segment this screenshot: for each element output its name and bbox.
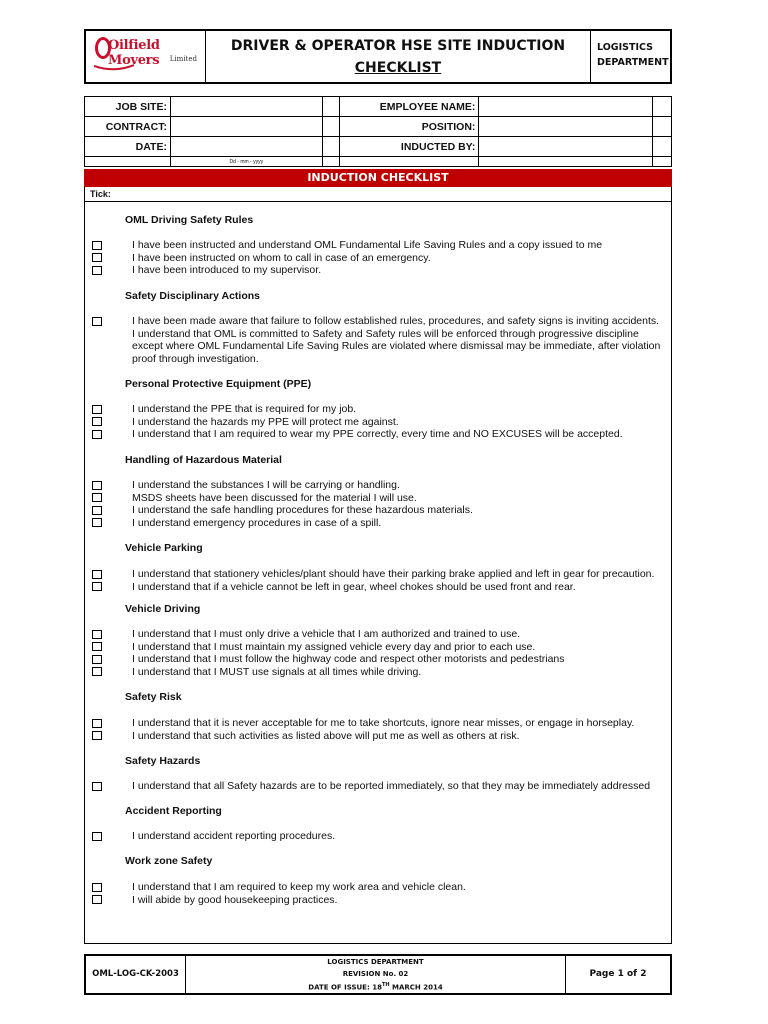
info-row bbox=[85, 137, 672, 157]
spacer-cell bbox=[653, 97, 672, 117]
checklist-item: I understand that I must maintain my assigned vehicle every day and prior to each use. bbox=[132, 640, 536, 653]
checklist-item: I have been made aware that failure to follow established rules, procedures, and safety signs is inviting accidents. I understand that OML is committed to Safety and Safety rules will be enforced through progressive discipline except where OML Fundamental Life Saving Rules are violated where dismissal may be immediate, after violation proof through investigation. bbox=[132, 315, 661, 365]
date-format-hint: Dd - mm - yyyy bbox=[170, 157, 322, 167]
issue-sup: TH bbox=[381, 982, 390, 988]
footer-info bbox=[186, 956, 566, 993]
date-field[interactable] bbox=[170, 137, 322, 157]
logo-swoosh-icon bbox=[94, 63, 134, 73]
checklist-item: I understand that I must follow the highway code and respect other motorists and pedestrians bbox=[132, 653, 565, 665]
checklist-item: I understand that all Safety hazards are to be reported immediately, so that they may be immediately addressed bbox=[132, 780, 651, 792]
checklist-item: I understand that I must only drive a vehicle that I am authorized and trained to use. bbox=[132, 628, 521, 640]
contract-field[interactable] bbox=[170, 117, 322, 137]
checklist-item: I understand the safe handling procedures for these hazardous materials. bbox=[132, 504, 473, 516]
section-heading: Accident Reporting bbox=[125, 805, 222, 817]
logo-text: Oilfield Movers bbox=[108, 38, 160, 68]
contract-label: CONTRACT: bbox=[85, 117, 171, 137]
spacer-cell bbox=[322, 117, 339, 137]
checklist-item: MSDS sheets have been discussed for the material I will use. bbox=[132, 491, 417, 504]
checkbox[interactable] bbox=[92, 506, 102, 515]
employee-name-field[interactable] bbox=[479, 97, 653, 117]
section-heading: Vehicle Driving bbox=[125, 603, 201, 615]
checklist-item: I understand that it is never acceptable for me to take shortcuts, ignore near misses, or engage in horseplay. bbox=[132, 717, 635, 729]
logo-subtext: Limited bbox=[169, 55, 197, 63]
spacer-cell bbox=[322, 157, 339, 167]
section-heading: Vehicle Parking bbox=[125, 542, 203, 554]
title-line-2: CHECKLIST bbox=[354, 60, 442, 76]
section-heading: Handling of Hazardous Material bbox=[125, 454, 282, 466]
checkbox[interactable] bbox=[92, 417, 102, 426]
checkbox[interactable] bbox=[92, 782, 102, 791]
checkbox[interactable] bbox=[92, 253, 102, 262]
checklist-item: I have been instructed on whom to call in case of an emergency. bbox=[132, 251, 431, 264]
company-logo bbox=[86, 31, 206, 82]
spacer-cell bbox=[322, 137, 339, 157]
footer-department: LOGISTICS DEPARTMENT bbox=[327, 958, 424, 966]
footer-revision: REVISION No. 02 bbox=[342, 969, 409, 978]
checkbox[interactable] bbox=[92, 518, 102, 527]
checkbox[interactable] bbox=[92, 731, 102, 740]
checkbox[interactable] bbox=[92, 719, 102, 728]
checklist-item: I have been introduced to my supervisor. bbox=[132, 264, 322, 276]
checklist-item: I understand that such activities as listed above will put me as well as others at risk. bbox=[132, 729, 520, 742]
checkbox[interactable] bbox=[92, 642, 102, 651]
job-site-label: JOB SITE: bbox=[85, 97, 171, 117]
checkbox[interactable] bbox=[92, 883, 102, 892]
section-heading: Work zone Safety bbox=[125, 855, 213, 867]
checkbox[interactable] bbox=[92, 895, 102, 904]
dept-line-2: DEPARTMENT bbox=[597, 57, 669, 68]
checkbox[interactable] bbox=[92, 317, 102, 326]
spacer-cell bbox=[653, 137, 672, 157]
checkbox[interactable] bbox=[92, 630, 102, 639]
tick-label: Tick: bbox=[90, 189, 111, 199]
checklist-item: I understand accident reporting procedures. bbox=[132, 830, 336, 842]
document-footer bbox=[84, 954, 672, 995]
section-heading: Personal Protective Equipment (PPE) bbox=[125, 378, 312, 390]
checklist-item: I understand that if a vehicle cannot be left in gear, wheel chokes should be used front and rear. bbox=[132, 580, 576, 593]
dept-line-1: LOGISTICS bbox=[597, 42, 653, 53]
spacer-cell bbox=[653, 157, 672, 167]
checkbox[interactable] bbox=[92, 405, 102, 414]
checkbox[interactable] bbox=[92, 266, 102, 275]
checkbox[interactable] bbox=[92, 430, 102, 439]
spacer-cell bbox=[339, 157, 479, 167]
spacer-cell bbox=[479, 157, 653, 167]
checkbox[interactable] bbox=[92, 832, 102, 841]
issue-prefix: DATE OF ISSUE: 18 bbox=[308, 983, 382, 992]
job-site-field[interactable] bbox=[170, 97, 322, 117]
position-label: POSITION: bbox=[339, 117, 479, 137]
checklist-item: I will abide by good housekeeping practices. bbox=[132, 893, 338, 906]
checkbox[interactable] bbox=[92, 493, 102, 502]
checklist-item: I understand emergency procedures in case of a spill. bbox=[132, 516, 382, 529]
checklist-item: I understand the substances I will be carrying or handling. bbox=[132, 479, 400, 491]
document-header bbox=[84, 29, 672, 84]
checklist-title-bar: INDUCTION CHECKLIST bbox=[84, 169, 672, 187]
position-field[interactable] bbox=[479, 117, 653, 137]
divider bbox=[84, 201, 672, 202]
section-heading: Safety Risk bbox=[125, 691, 182, 703]
inducted-by-field[interactable] bbox=[479, 137, 653, 157]
employee-name-label: EMPLOYEE NAME: bbox=[339, 97, 479, 117]
section-heading: Safety Disciplinary Actions bbox=[125, 290, 260, 302]
spacer-cell bbox=[85, 157, 171, 167]
department-label bbox=[591, 31, 670, 82]
checkbox[interactable] bbox=[92, 241, 102, 250]
checklist-item: I understand the PPE that is required for my job. bbox=[132, 403, 357, 415]
section-heading: Safety Hazards bbox=[125, 755, 201, 767]
checkbox[interactable] bbox=[92, 667, 102, 676]
checkbox[interactable] bbox=[92, 655, 102, 664]
page-number: Page 1 of 2 bbox=[589, 969, 647, 979]
checklist-item: I understand that I am required to keep my work area and vehicle clean. bbox=[132, 881, 466, 893]
title-line-1: DRIVER & OPERATOR HSE SITE INDUCTION bbox=[230, 38, 566, 54]
info-row-hint bbox=[85, 157, 672, 167]
checkbox[interactable] bbox=[92, 481, 102, 490]
checkbox[interactable] bbox=[92, 570, 102, 579]
checkbox[interactable] bbox=[92, 582, 102, 591]
checklist-item: I understand the hazards my PPE will protect me against. bbox=[132, 415, 399, 428]
document-code: OML-LOG-CK-2003 bbox=[86, 956, 186, 993]
checklist-frame bbox=[84, 169, 672, 944]
info-row bbox=[85, 97, 672, 117]
footer-issue-date bbox=[186, 980, 565, 994]
checklist-item: I understand that I MUST use signals at all times while driving. bbox=[132, 665, 422, 678]
document-title bbox=[206, 31, 591, 82]
section-heading: OML Driving Safety Rules bbox=[125, 214, 254, 226]
checklist-item: I understand that I am required to wear my PPE correctly, every time and NO EXCUSES will be accepted. bbox=[132, 428, 623, 440]
spacer-cell bbox=[322, 97, 339, 117]
info-row bbox=[85, 117, 672, 137]
spacer-cell bbox=[653, 117, 672, 137]
checklist-item: I understand that stationery vehicles/plant should have their parking brake applied and left in gear for precaution. bbox=[132, 568, 655, 580]
checklist-item: I have been instructed and understand OML Fundamental Life Saving Rules and a copy issued to me bbox=[132, 239, 603, 251]
issue-suffix: MARCH 2014 bbox=[389, 983, 443, 992]
employee-info-table bbox=[84, 96, 672, 167]
date-label: DATE: bbox=[85, 137, 171, 157]
inducted-by-label: INDUCTED BY: bbox=[339, 137, 479, 157]
